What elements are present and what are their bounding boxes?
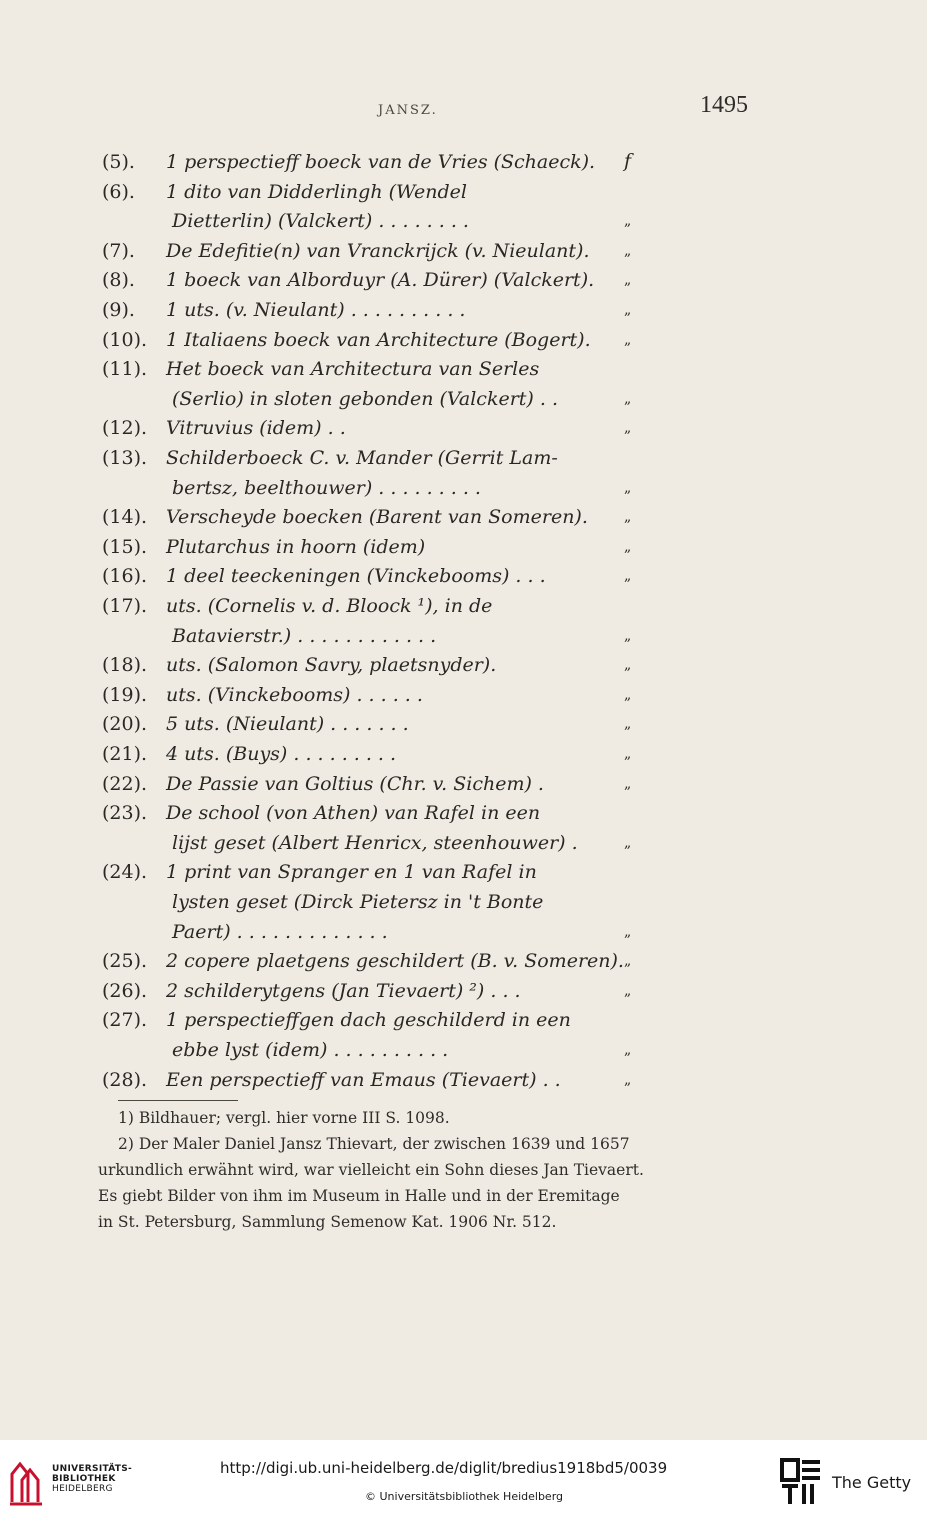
entry-text-line: 1 print van Spranger en 1 van Rafel in <box>166 861 537 884</box>
entry-text-line: (Serlio) in sloten gebonden (Valckert) . . <box>172 387 558 410</box>
footnote-line: Es giebt Bilder von ihm im Museum in Halle und in der Eremitage <box>98 1187 620 1205</box>
ditto-mark: „ <box>624 657 632 674</box>
entry-number: (5). <box>102 151 135 173</box>
ditto-mark: „ <box>624 331 632 348</box>
entry-text-line: 4 uts. (Buys) . . . . . . . . . <box>166 743 397 765</box>
entry-number: (12). <box>102 417 148 440</box>
ditto-mark: „ <box>624 213 632 230</box>
entry-text-line: 1 perspectieff boeck van de Vries (Schaeck). <box>166 151 596 173</box>
entry-text-line: Plutarchus in hoorn (idem) <box>166 535 426 558</box>
footnote-line: in St. Petersburg, Sammlung Semenow Kat. 1906 Nr. 512. <box>98 1213 557 1231</box>
ditto-mark: „ <box>624 686 632 703</box>
entry-number: (28). <box>102 1068 148 1091</box>
ditto-mark: „ <box>624 982 632 999</box>
entry-text-line: Een perspectieff van Emaus (Tievaert) . . <box>166 1068 561 1091</box>
source-url-link[interactable]: http://digi.ub.uni-heidelberg.de/diglit/bredius1918bd5/0039 <box>220 1459 668 1477</box>
entry-text-line: Vitruvius (idem) . . <box>166 417 346 440</box>
entry-text-line: 1 perspectieffgen dach geschilderd in een <box>166 1009 571 1032</box>
ditto-mark: „ <box>624 302 632 318</box>
entry-text-line: Het boeck van Architectura van Serles <box>166 358 540 381</box>
entry-number: (10). <box>102 328 148 351</box>
ditto-mark: „ <box>624 568 632 585</box>
ditto-mark: „ <box>624 1042 632 1058</box>
footnote-line: urkundlich erwähnt wird, war vielleicht ein Sohn dieses Jan Tievaert. <box>98 1161 644 1179</box>
ditto-mark: „ <box>624 923 632 940</box>
entry-text-line: Schilderboeck C. v. Mander (Gerrit Lam- <box>166 447 558 469</box>
ditto-mark: „ <box>624 538 632 555</box>
ditto-mark: „ <box>624 479 632 496</box>
entry-number: (9). <box>102 299 135 321</box>
entry-text-line: Verscheyde boecken (Barent van Someren). <box>166 506 588 529</box>
entry-number: (11). <box>102 358 148 381</box>
university-library-logo-icon <box>8 1458 46 1506</box>
ditto-mark: f <box>624 150 632 172</box>
ditto-mark: „ <box>624 1071 632 1088</box>
entry-number: (15). <box>102 535 148 558</box>
entry-text-line: 1 Italiaens boeck van Architecture (Bogert). <box>166 328 591 351</box>
running-head: JANSZ. <box>378 103 438 118</box>
entry-text-line: 1 deel teeckeningen (Vinckebooms) . . . <box>166 565 546 588</box>
getty-logo-icon <box>780 1458 822 1506</box>
entry-number: (23). <box>102 802 148 825</box>
entry-number: (16). <box>102 565 148 588</box>
ditto-mark: „ <box>624 272 632 289</box>
ditto-mark: „ <box>624 746 632 762</box>
entry-text-line: uts. (Cornelis v. d. Bloock ¹), in de <box>166 595 493 617</box>
entry-text-line: uts. (Vinckebooms) . . . . . . <box>166 683 423 706</box>
entry-text-line: 1 uts. (v. Nieulant) . . . . . . . . . . <box>166 299 466 321</box>
entry-text-line: bertsz, beelthouwer) . . . . . . . . . <box>172 476 481 499</box>
ditto-mark: „ <box>624 953 632 970</box>
entry-number: (26). <box>102 979 148 1002</box>
footnote-line: 2) Der Maler Daniel Jansz Thievart, der zwischen 1639 und 1657 <box>118 1135 630 1153</box>
ditto-mark: „ <box>624 390 632 407</box>
ditto-mark: „ <box>624 834 632 851</box>
ditto-mark: „ <box>624 716 632 733</box>
entry-number: (19). <box>102 683 148 706</box>
entry-number: (24). <box>102 861 148 884</box>
entry-text-line: lijst geset (Albert Henricx, steenhouwer) . <box>172 831 578 854</box>
partner-name: The Getty <box>832 1473 912 1492</box>
ditto-mark: „ <box>624 420 632 437</box>
entry-text-line: 1 boeck van Alborduyr (A. Dürer) (Valckert). <box>166 269 595 292</box>
entry-text-line: De school (von Athen) van Rafel in een <box>166 802 541 825</box>
entry-text-line: lysten geset (Dirck Pietersz in 't Bonte <box>172 891 544 913</box>
entry-number: (13). <box>102 447 148 469</box>
entry-text-line: 5 uts. (Nieulant) . . . . . . . <box>166 713 409 736</box>
entry-text-line: Dietterlin) (Valckert) . . . . . . . . <box>172 210 469 233</box>
ditto-mark: „ <box>624 775 632 792</box>
page-number: 1495 <box>700 92 748 118</box>
entry-number: (22). <box>102 772 148 795</box>
entry-number: (21). <box>102 743 148 765</box>
entry-number: (7). <box>102 239 135 262</box>
ditto-mark: „ <box>624 509 632 526</box>
entry-text-line: 1 dito van Didderlingh (Wendel <box>166 180 467 203</box>
footnote-line: 1) Bildhauer; vergl. hier vorne III S. 1098. <box>118 1109 450 1127</box>
entry-text-line: Batavierstr.) . . . . . . . . . . . . <box>172 624 437 647</box>
entry-text-line: uts. (Salomon Savry, plaetsnyder). <box>166 654 497 677</box>
ditto-mark: „ <box>624 627 632 644</box>
entry-number: (25). <box>102 950 148 973</box>
entry-number: (20). <box>102 713 148 736</box>
entry-text-line: 2 schilderytgens (Jan Tievaert) ²) . . . <box>166 979 521 1002</box>
ditto-mark: „ <box>624 242 632 259</box>
copyright-notice: © Universitätsbibliothek Heidelberg <box>365 1490 564 1503</box>
entry-number: (27). <box>102 1009 148 1032</box>
entry-number: (18). <box>102 654 148 677</box>
entry-text-line: 2 copere plaetgens geschildert (B. v. Someren). <box>166 950 624 973</box>
footer-bar <box>0 1440 927 1519</box>
entry-number: (14). <box>102 506 148 529</box>
footnote-rule <box>118 1100 238 1101</box>
entry-number: (6). <box>102 180 135 203</box>
entry-text-line: ebbe lyst (idem) . . . . . . . . . . <box>172 1039 449 1061</box>
institution-name: UNIVERSITÄTS- BIBLIOTHEK HEIDELBERG <box>52 1464 133 1494</box>
entry-number: (17). <box>102 595 148 617</box>
entry-text-line: De Edefitie(n) van Vranckrijck (v. Nieulant). <box>166 239 590 262</box>
entry-text-line: De Passie van Goltius (Chr. v. Sichem) . <box>166 772 544 795</box>
entry-text-line: Paert) . . . . . . . . . . . . . <box>172 920 388 943</box>
entry-number: (8). <box>102 269 135 292</box>
